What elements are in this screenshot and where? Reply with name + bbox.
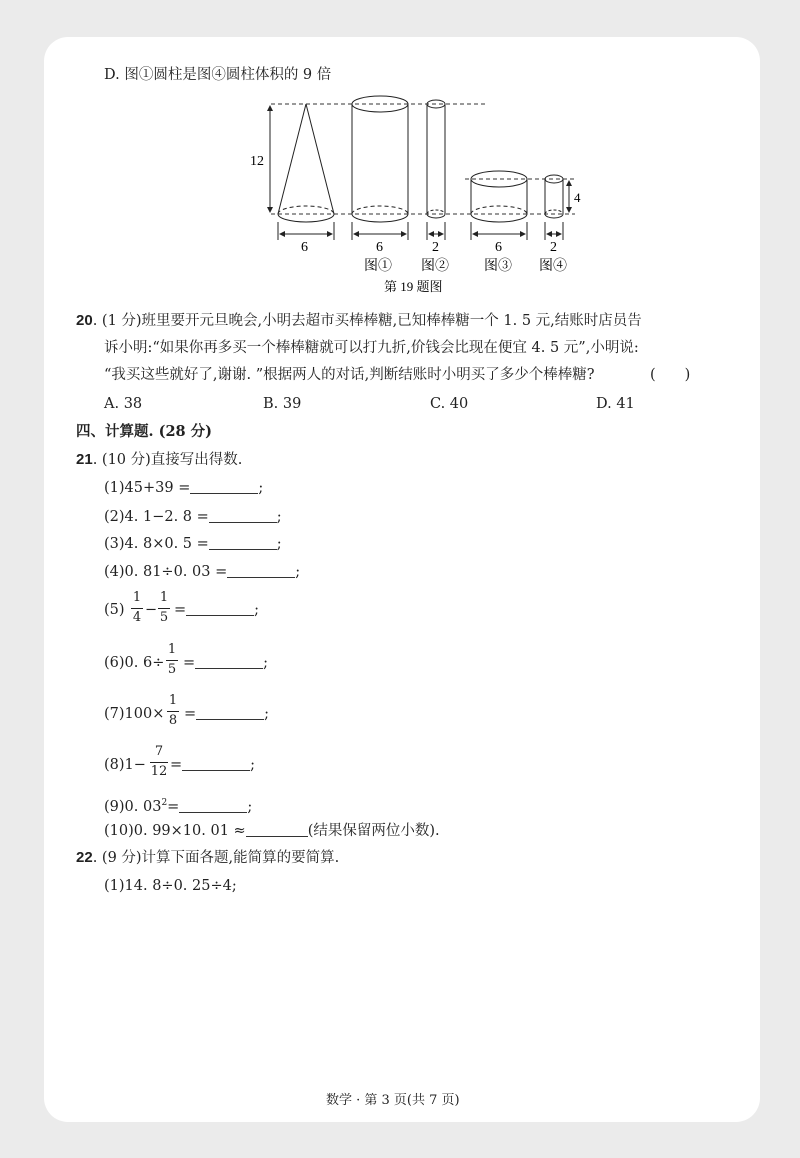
frac8-den: 12 [150, 764, 168, 779]
answer-blank-8[interactable] [182, 756, 250, 771]
caption-fig1: 图① [364, 259, 392, 274]
q20-option-b: B. 39 [263, 396, 302, 412]
fraction-bar [167, 711, 179, 712]
semicolon: ; [254, 602, 260, 618]
semicolon: ; [276, 536, 282, 552]
q22-stem [76, 849, 339, 867]
q20-option-a: A. 38 [104, 396, 143, 412]
equals: = [170, 757, 183, 773]
q21-item-1-text: (1)45+39 = [104, 480, 191, 496]
frac6-den: 5 [167, 662, 177, 677]
q21-item-9-text: (9)0. 03 [104, 798, 162, 815]
height-12-label: 12 [250, 154, 264, 169]
answer-blank-10[interactable] [246, 822, 308, 837]
answer-blank-7[interactable] [196, 705, 264, 720]
q19-figure [0, 0, 800, 300]
equals: = [183, 655, 196, 671]
q21-item-10 [104, 822, 440, 840]
q21-item-8-label: (8)1− [104, 757, 146, 773]
q21-stem [76, 451, 242, 469]
frac6-num: 1 [167, 642, 177, 657]
cylinder-4 [545, 175, 563, 218]
semicolon: ; [263, 655, 269, 671]
equals: = [184, 706, 197, 722]
fraction-bar [131, 608, 143, 609]
q21-item-8-answer [170, 756, 255, 774]
equals: = [167, 798, 180, 815]
q20-text-1: . (1 分)班里要开元旦晚会,小明去超市买棒棒糖,已知棒棒糖一个 1. 5 元,结账时店员告 [92, 313, 642, 329]
q20-option-d: D. 41 [596, 396, 635, 412]
frac5b-num: 1 [159, 590, 169, 605]
q21-item-5-answer [174, 601, 259, 619]
q21-item-5-label: (5) [104, 602, 125, 618]
q21-item-9 [104, 794, 252, 816]
q20-line3: “我买这些就好了,谢谢. ”根据两人的对话,判断结账时小明买了多少个棒棒糖? [104, 367, 595, 383]
q22-number: 22 [76, 849, 93, 866]
q21-item-6-label: (6)0. 6÷ [104, 655, 165, 671]
frac5b-den: 5 [159, 610, 169, 625]
cylinder-1 [352, 96, 408, 222]
answer-blank-9[interactable] [179, 798, 247, 813]
semicolon: ; [250, 757, 256, 773]
frac7-den: 8 [168, 713, 178, 728]
answer-blank-2[interactable] [209, 508, 277, 523]
frac5a-num: 1 [132, 590, 142, 605]
superscript: 2 [161, 798, 168, 808]
q22-item-1: (1)14. 8÷0. 25÷4; [104, 878, 237, 894]
caption-fig2: 图② [421, 259, 449, 274]
q22-stem-text: . (9 分)计算下面各题,能简算的要简算. [92, 850, 340, 866]
q21-item-2 [104, 508, 282, 526]
semicolon: ; [295, 564, 301, 580]
dim-cyl3-width: 6 [495, 240, 502, 255]
q20-line1 [76, 312, 642, 330]
dim-cyl2-width: 2 [432, 240, 439, 255]
figure-title: 第 19 题图 [384, 279, 443, 294]
q21-item-4 [104, 563, 300, 581]
caption-fig3: 图③ [484, 259, 512, 274]
q20-line2: 诉小明:“如果你再多买一个棒棒糖就可以打九折,价钱会比现在便宜 4. 5 元”,小明说: [104, 340, 639, 356]
q21-number: 21 [76, 451, 93, 468]
q21-item-3 [104, 535, 282, 553]
height-4-label: 4 [574, 190, 581, 205]
q19-option-d: D. 图①圆柱是图④圆柱体积的 9 倍 [104, 67, 332, 83]
q21-item-6-answer [183, 654, 268, 672]
minus-sign: − [145, 602, 158, 618]
answer-blank-4[interactable] [227, 563, 295, 578]
q21-item-2-text: (2)4. 1−2. 8 = [104, 509, 209, 525]
section-4-title: 四、计算题. (28 分) [76, 423, 213, 440]
cylinder-2 [427, 100, 445, 218]
answer-blank-1[interactable] [190, 479, 258, 494]
fraction-bar [166, 660, 178, 661]
q21-item-10-tail: (结果保留两位小数). [307, 823, 440, 839]
semicolon: ; [276, 509, 282, 525]
q20-number: 20 [76, 312, 93, 329]
dim-cone-width: 6 [301, 240, 308, 255]
q21-item-7-answer [184, 705, 269, 723]
equals: = [174, 602, 187, 618]
q20-option-c: C. 40 [430, 396, 469, 412]
dim-cyl4-width: 2 [550, 240, 557, 255]
frac8-num: 7 [154, 744, 164, 759]
q21-item-3-text: (3)4. 8×0. 5 = [104, 536, 209, 552]
dim-cyl1-width: 6 [376, 240, 383, 255]
q21-item-10-text: (10)0. 99×10. 01 ≈ [104, 823, 246, 839]
q21-item-4-text: (4)0. 81÷0. 03 = [104, 564, 228, 580]
answer-blank-5[interactable] [186, 601, 254, 616]
cone-shape [278, 104, 334, 222]
q21-item-1 [104, 479, 263, 497]
answer-blank-3[interactable] [209, 535, 277, 550]
page-footer: 数学 · 第 3 页(共 7 页) [326, 1093, 460, 1108]
semicolon: ; [247, 798, 253, 815]
q21-stem-text: . (10 分)直接写出得数. [92, 452, 243, 468]
caption-fig4: 图④ [539, 259, 567, 274]
fraction-bar [150, 762, 168, 763]
q21-item-7-label: (7)100× [104, 706, 165, 722]
frac7-num: 1 [168, 693, 178, 708]
q20-answer-paren: ( ) [650, 367, 691, 383]
semicolon: ; [264, 706, 270, 722]
frac5a-den: 4 [132, 610, 142, 625]
semicolon: ; [258, 480, 264, 496]
answer-blank-6[interactable] [195, 654, 263, 669]
fraction-bar [158, 608, 170, 609]
